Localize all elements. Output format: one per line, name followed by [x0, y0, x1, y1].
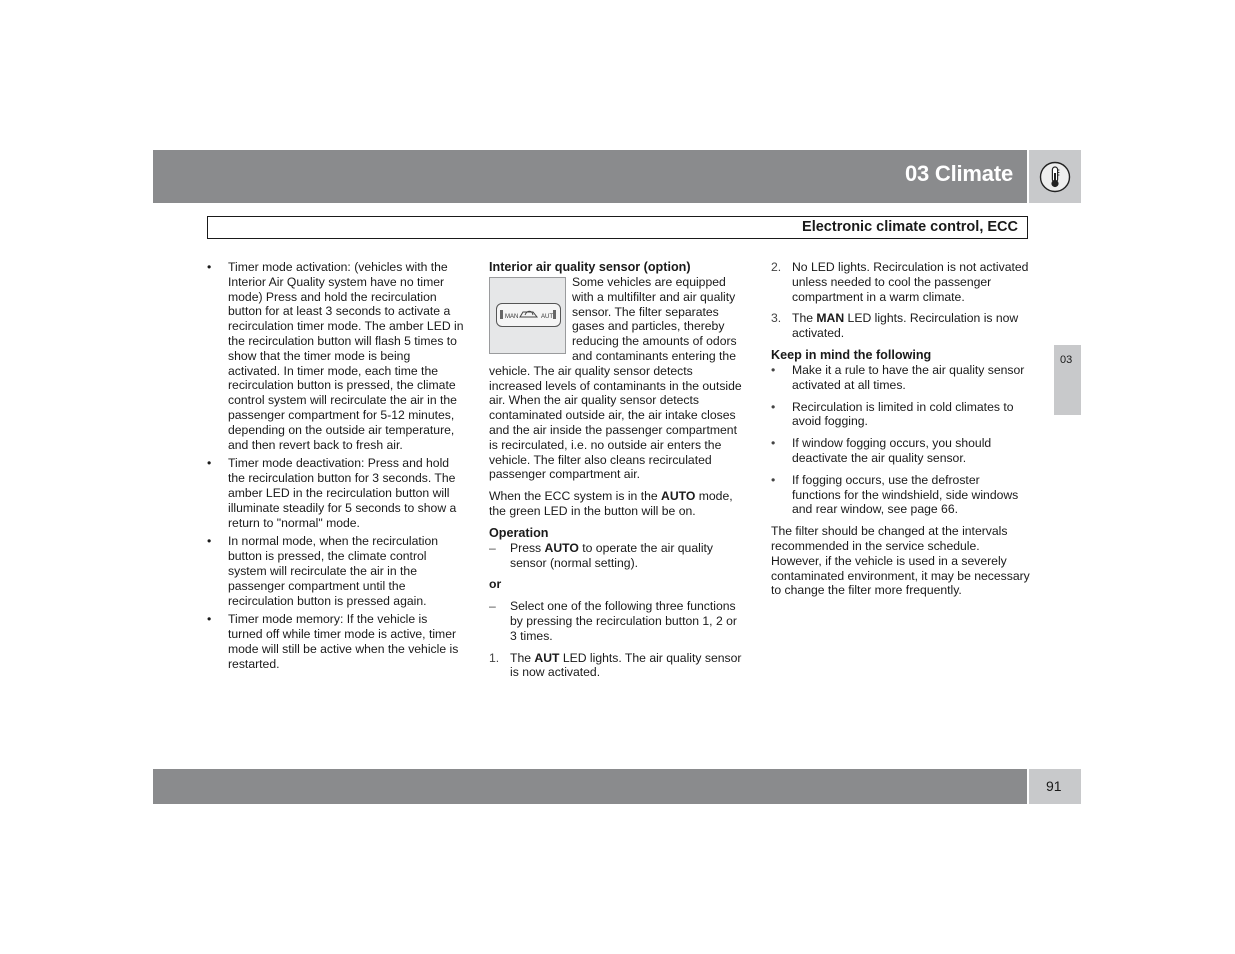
recirculation-button-illustration — [496, 303, 561, 327]
bullet-text: If window fogging occurs, you should deactivate the air quality sensor. — [792, 436, 992, 465]
numbered-text: The — [510, 650, 535, 665]
bullet-icon: • — [207, 260, 212, 274]
page-number: 91 — [1046, 778, 1062, 794]
dash-text: Select one of the following three functions by pressing the recirculation button 1, 2 or 3 times. — [510, 599, 737, 643]
chapter-title: 03 Climate — [904, 161, 1013, 186]
bullet-text: Timer mode activation: (vehicles with the Interior Air Quality system have no timer mode) Press and hold the recirculation button for at least 3 seconds to activate a recirculation timer mode. The amber LED in the recirculation button will flash 5 times to show that the timer mode is being activated. In timer mode, each time the recirculation button is pressed, the climate control system will recirculate the air in the passenger compartment for 5-12 minutes, depending on the outside air temperature, and then revert back to fresh air. — [228, 260, 464, 452]
page-number-box — [1029, 769, 1081, 804]
bullet-text: In normal mode, when the recirculation button is pressed, the climate control system will recirculate the air in the passenger compartment until the recirculation button is pressed again. — [228, 534, 439, 608]
numbered-item — [771, 260, 1031, 304]
car-recirculation-icon — [519, 308, 539, 320]
bullet-icon: • — [771, 399, 776, 414]
bullet-item — [207, 260, 465, 452]
bullet-icon: • — [207, 612, 212, 627]
side-tab-label: 03 — [1060, 354, 1073, 366]
bullet-icon: • — [771, 436, 776, 451]
ecc-note-text: mode, the green LED in the button will be on. — [489, 489, 733, 518]
bullet-text: Make it a rule to have the air quality sensor activated at all times. — [792, 362, 1025, 392]
column-1 — [207, 260, 465, 676]
aut-led-icon — [553, 310, 556, 319]
bullet-item — [207, 534, 465, 608]
column-2 — [489, 260, 747, 687]
operation-heading: Operation — [489, 525, 549, 540]
number-label: 2. — [771, 260, 782, 274]
bullet-text: Recirculation is limited in cold climates to avoid fogging. — [792, 399, 1014, 429]
bullet-icon: • — [207, 456, 212, 471]
numbered-text: LED lights. The air quality sensor is now activated. — [510, 650, 742, 680]
ecc-auto-note — [489, 489, 747, 519]
dash-text: Press — [510, 540, 545, 555]
bullet-item — [771, 363, 1031, 393]
numbered-item — [489, 651, 747, 681]
bullet-text: Timer mode memory: If the vehicle is turned off while timer mode is active, timer mode will still be active when the vehicle is restarted. — [228, 612, 459, 671]
numbered-bold: AUT — [534, 650, 560, 665]
bullet-text: If fogging occurs, use the defroster functions for the windshield, side windows and rear window, see page 66. — [792, 472, 1019, 517]
numbered-text: No LED lights. Recirculation is not activated unless needed to cool the passenger compartment in a warm climate. — [792, 260, 1029, 304]
bullet-item — [771, 400, 1031, 430]
numbered-text: LED lights. Recirculation is now activated. — [792, 311, 1019, 341]
number-label: 3. — [771, 311, 782, 326]
section-title-box — [207, 216, 1028, 239]
bullet-item — [207, 612, 465, 671]
man-led-icon — [500, 310, 503, 319]
thermometer-icon — [1039, 161, 1071, 193]
chapter-side-tab — [1054, 345, 1081, 415]
number-label: 1. — [489, 650, 500, 665]
dash-text: to operate the air quality sensor (normal setting). — [510, 540, 714, 570]
man-label: MAN — [505, 314, 519, 320]
bullet-item — [207, 456, 465, 530]
chapter-header-bar — [153, 150, 1027, 203]
bullet-icon: • — [207, 534, 212, 549]
section-title: Electronic climate control, ECC — [802, 219, 1018, 235]
or-label: or — [489, 577, 502, 592]
footer-bar — [153, 769, 1027, 804]
ecc-note-bold: AUTO — [661, 489, 696, 504]
column-3 — [771, 260, 1031, 605]
bullet-item — [771, 436, 1031, 466]
dash-icon: – — [489, 599, 496, 614]
bullet-icon: • — [771, 472, 776, 487]
recirculation-button-image — [489, 277, 566, 354]
dash-item — [489, 541, 747, 571]
air-quality-heading: Interior air quality sensor (option) — [489, 260, 691, 274]
chapter-icon-box — [1029, 150, 1081, 203]
bullet-text: Timer mode deactivation: Press and hold the recirculation button for 3 seconds. The amber LED in the recirculation button will illuminate steadily for 5 seconds to show a return to "normal" mode. — [228, 456, 457, 530]
bullet-icon: • — [771, 362, 776, 377]
dash-item — [489, 599, 747, 643]
numbered-item — [771, 311, 1031, 341]
bullet-item — [771, 473, 1031, 517]
filter-note: The filter should be changed at the intervals recommended in the service schedule. However, if the vehicle is used in a severely contaminated environment, it may be necessary to change the filter more frequently. — [771, 524, 1030, 598]
air-quality-intro: Some vehicles are equipped with a multifilter and air quality sensor. The filter separates gases and particles, thereby reducing the amounts of odors and contaminants entering the vehicle. The air quality sensor detects increased levels of contaminants in the outside air. When the air quality sensor detects contaminated outside air, the air intake closes and the air inside the passenger compartment is recirculated, i.e. no outside air enters the vehicle. The filter also cleans recirculated passenger compartment air. — [489, 275, 742, 482]
dash-bold: AUTO — [544, 540, 579, 555]
numbered-bold: MAN — [816, 311, 845, 326]
keep-in-mind-heading: Keep in mind the following — [771, 347, 932, 362]
dash-icon: – — [489, 540, 496, 555]
numbered-text: The — [792, 311, 817, 326]
ecc-note-text: When the ECC system is in the — [489, 489, 662, 504]
aut-label: AUT — [541, 314, 553, 320]
